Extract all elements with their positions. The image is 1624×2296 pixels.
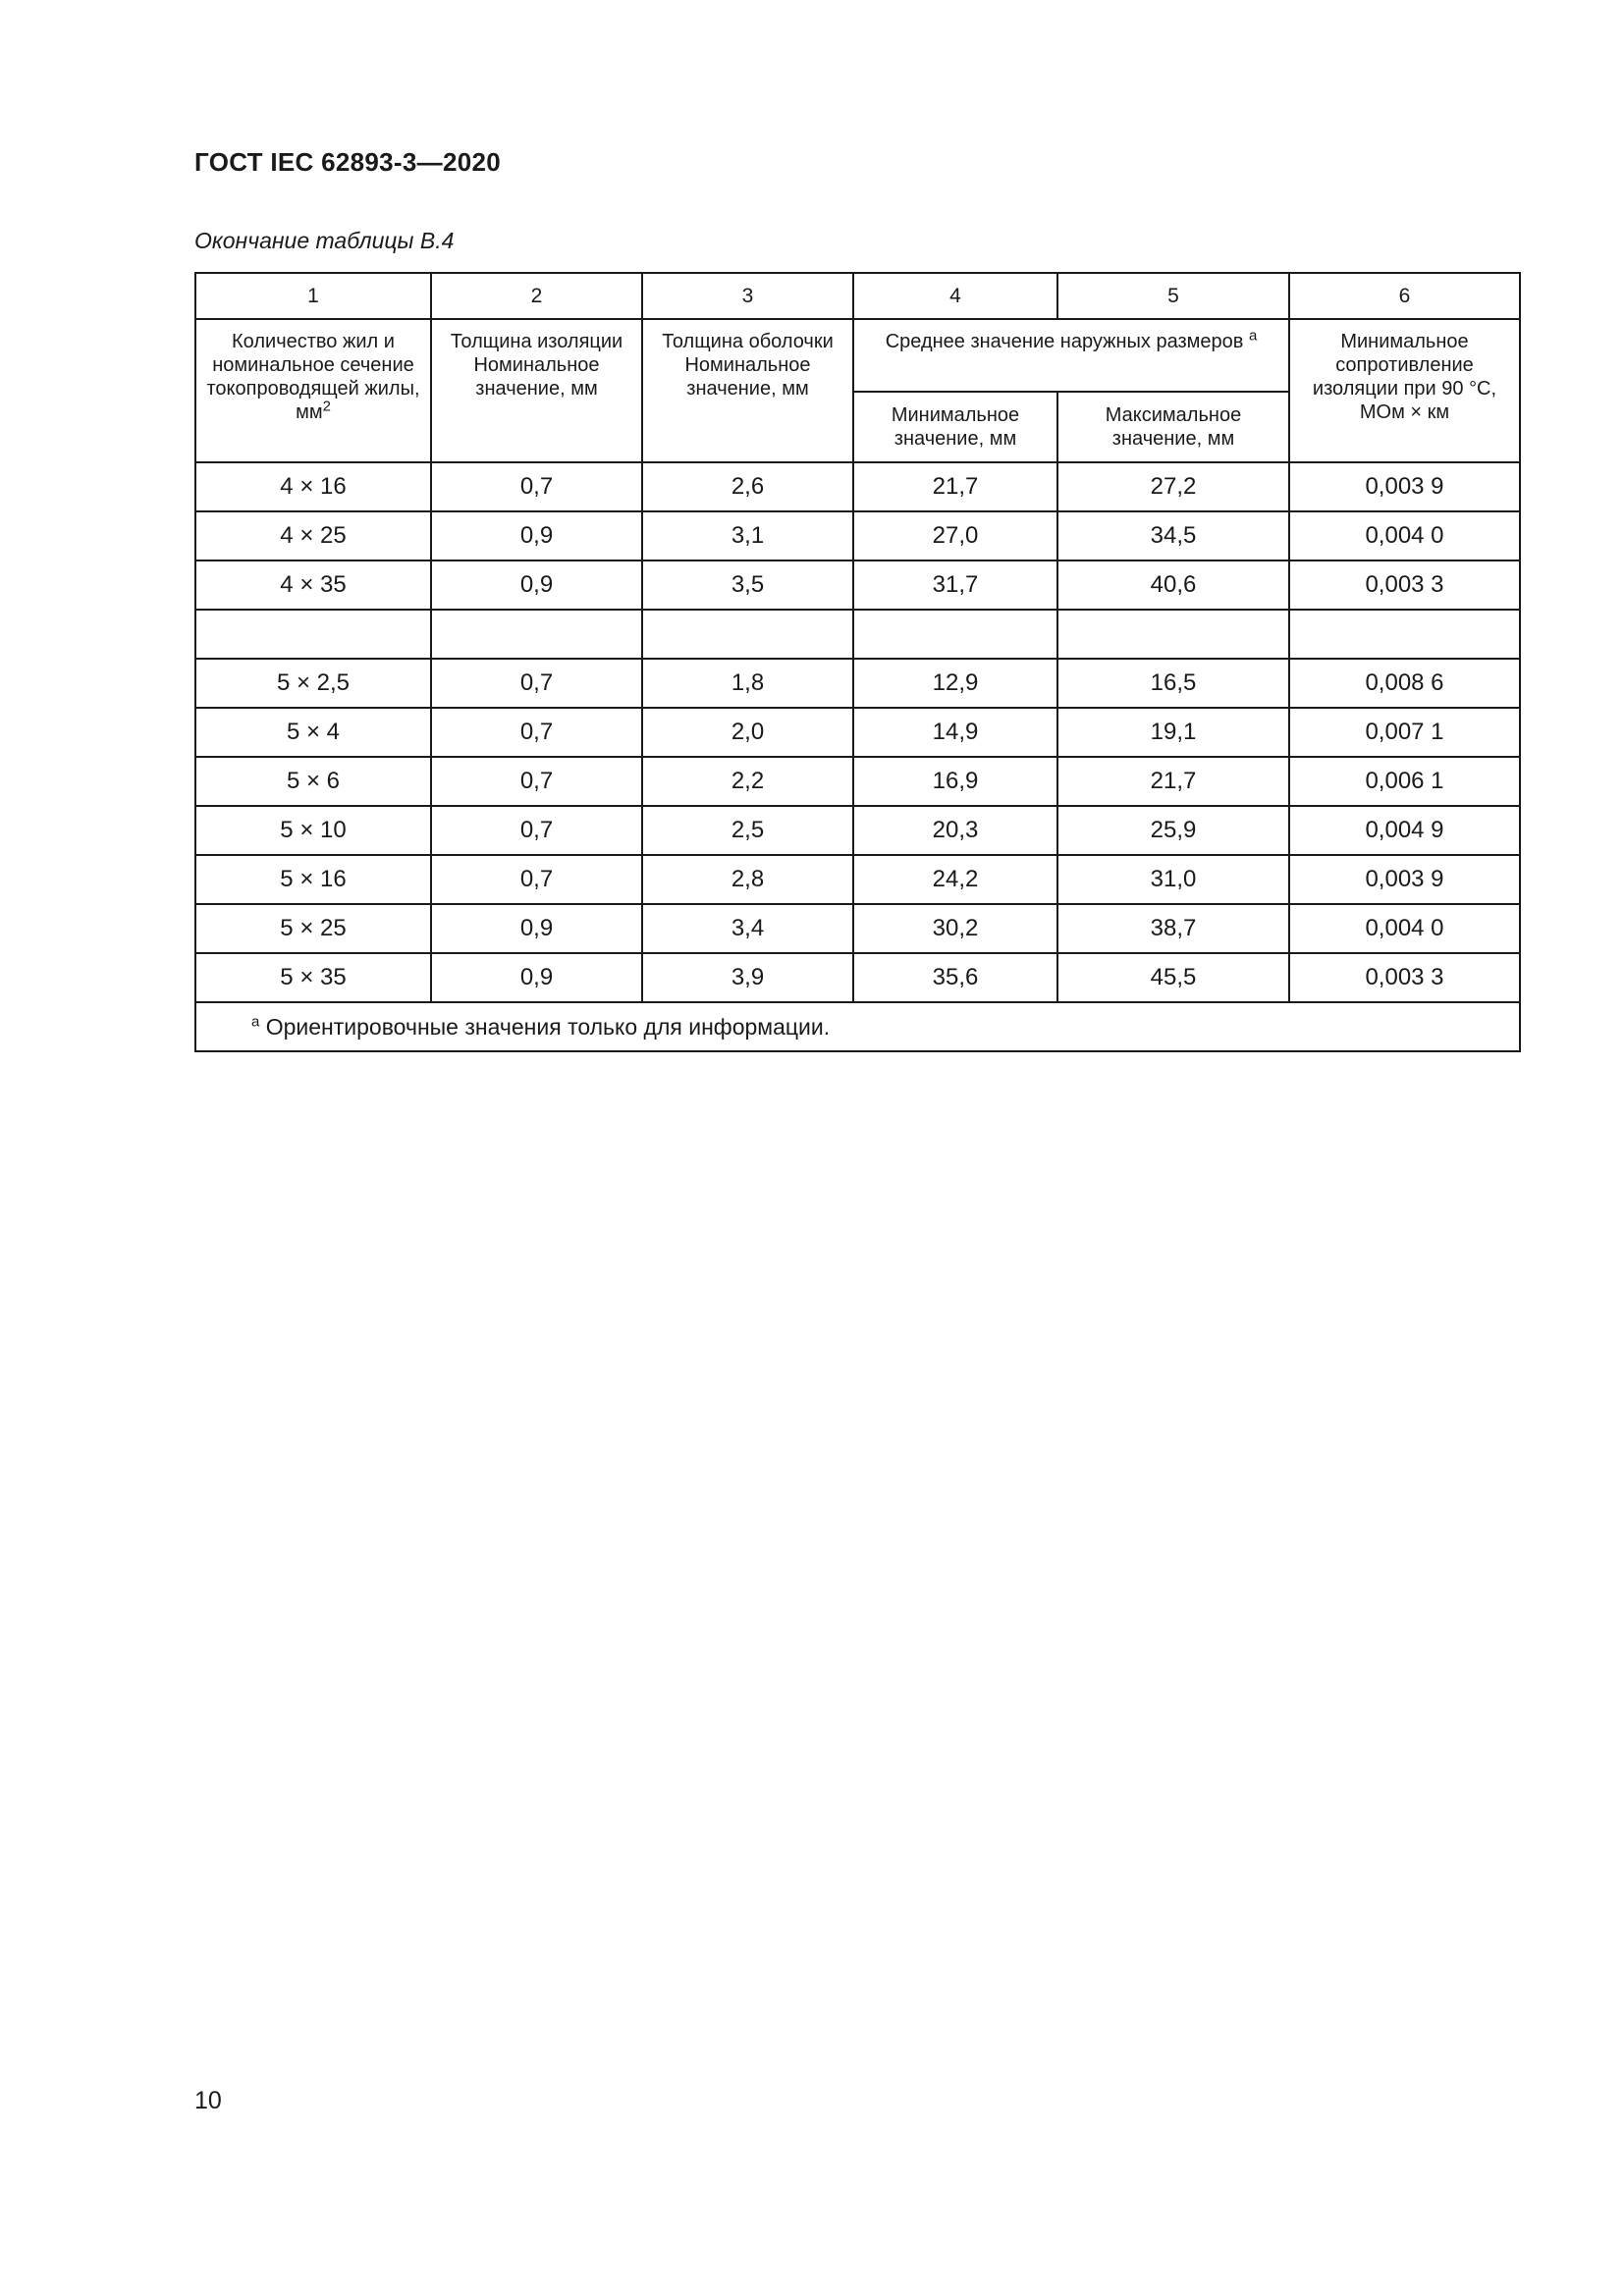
table-cell: 35,6 bbox=[853, 953, 1057, 1002]
table-cell: 4 × 35 bbox=[195, 561, 431, 610]
table-cell: 27,0 bbox=[853, 511, 1057, 561]
table-cell: 0,003 3 bbox=[1289, 561, 1520, 610]
table-cell: 16,9 bbox=[853, 757, 1057, 806]
header-row bbox=[195, 319, 1520, 392]
column-number: 1 bbox=[195, 273, 431, 319]
table-cell: 3,9 bbox=[642, 953, 853, 1002]
table-cell: 0,9 bbox=[431, 953, 642, 1002]
table-cell: 20,3 bbox=[853, 806, 1057, 855]
table-cell: 34,5 bbox=[1057, 511, 1289, 561]
table-cell: 2,6 bbox=[642, 462, 853, 511]
table-cell: 5 × 35 bbox=[195, 953, 431, 1002]
table-cell: 0,9 bbox=[431, 904, 642, 953]
footnote-mark: а bbox=[251, 1012, 260, 1030]
table-cell: 0,003 9 bbox=[1289, 855, 1520, 904]
table-cell: 24,2 bbox=[853, 855, 1057, 904]
table-cell: 5 × 10 bbox=[195, 806, 431, 855]
header-cores-section bbox=[195, 319, 431, 462]
table-cell: 0,007 1 bbox=[1289, 708, 1520, 757]
table-cell: 2,8 bbox=[642, 855, 853, 904]
footnote-row bbox=[195, 1002, 1520, 1051]
table-cell: 5 × 16 bbox=[195, 855, 431, 904]
table-cell bbox=[1289, 610, 1520, 659]
table-cell: 40,6 bbox=[1057, 561, 1289, 610]
header-text: Среднее значение наружных размеров bbox=[885, 331, 1244, 352]
column-number: 4 bbox=[853, 273, 1057, 319]
table-row bbox=[195, 806, 1520, 855]
table-cell: 0,003 3 bbox=[1289, 953, 1520, 1002]
table-cell: 0,008 6 bbox=[1289, 659, 1520, 708]
table-row bbox=[195, 757, 1520, 806]
table-row bbox=[195, 904, 1520, 953]
table-cell: 25,9 bbox=[1057, 806, 1289, 855]
table-cell: 14,9 bbox=[853, 708, 1057, 757]
table-cell: 3,1 bbox=[642, 511, 853, 561]
table-cell: 3,5 bbox=[642, 561, 853, 610]
table-body bbox=[195, 462, 1520, 1002]
column-number-row bbox=[195, 273, 1520, 319]
table-cell: 27,2 bbox=[1057, 462, 1289, 511]
table-cell: 0,7 bbox=[431, 855, 642, 904]
table-row bbox=[195, 855, 1520, 904]
table-cell: 0,9 bbox=[431, 561, 642, 610]
footnote-text: Ориентировочные значения только для информации. bbox=[265, 1013, 831, 1040]
table-row bbox=[195, 561, 1520, 610]
column-number: 6 bbox=[1289, 273, 1520, 319]
table-cell: 0,7 bbox=[431, 757, 642, 806]
table-cell: 30,2 bbox=[853, 904, 1057, 953]
header-insulation-resistance: Минимальное сопротивление изоляции при 90 °С, МОм × км bbox=[1289, 319, 1520, 462]
header-outer-dimensions bbox=[853, 319, 1289, 392]
footnote-reference: а bbox=[1248, 327, 1258, 345]
table-caption: Окончание таблицы В.4 bbox=[194, 228, 455, 253]
table-cell: 0,003 9 bbox=[1289, 462, 1520, 511]
table-row bbox=[195, 511, 1520, 561]
table-cell: 5 × 4 bbox=[195, 708, 431, 757]
header-sheath-thickness: Толщина оболочки Номинальное значение, мм bbox=[642, 319, 853, 462]
table-row bbox=[195, 659, 1520, 708]
table-cell: 0,7 bbox=[431, 659, 642, 708]
table-cell: 3,4 bbox=[642, 904, 853, 953]
table-cell: 0,7 bbox=[431, 708, 642, 757]
table-cell: 0,7 bbox=[431, 806, 642, 855]
data-table-container bbox=[194, 272, 1519, 1052]
table-cell bbox=[195, 610, 431, 659]
table-cell: 31,7 bbox=[853, 561, 1057, 610]
table-cell: 16,5 bbox=[1057, 659, 1289, 708]
document-header: ГОСТ IEC 62893-3—2020 bbox=[194, 147, 501, 177]
page-number: 10 bbox=[194, 2087, 222, 2114]
data-table bbox=[194, 272, 1521, 1052]
table-row bbox=[195, 953, 1520, 1002]
table-cell bbox=[642, 610, 853, 659]
table-cell: 0,006 1 bbox=[1289, 757, 1520, 806]
header-text: Количество жил и номинальное сечение токопроводящей жилы, мм bbox=[206, 331, 420, 423]
table-cell: 2,0 bbox=[642, 708, 853, 757]
superscript: 2 bbox=[322, 398, 331, 415]
table-cell: 21,7 bbox=[853, 462, 1057, 511]
table-cell: 45,5 bbox=[1057, 953, 1289, 1002]
table-cell: 2,2 bbox=[642, 757, 853, 806]
table-cell: 1,8 bbox=[642, 659, 853, 708]
column-number: 2 bbox=[431, 273, 642, 319]
table-cell: 0,004 9 bbox=[1289, 806, 1520, 855]
footnote-cell bbox=[195, 1002, 1520, 1051]
table-cell: 31,0 bbox=[1057, 855, 1289, 904]
table-cell bbox=[853, 610, 1057, 659]
table-cell: 21,7 bbox=[1057, 757, 1289, 806]
table-cell: 0,9 bbox=[431, 511, 642, 561]
table-row bbox=[195, 462, 1520, 511]
table-cell: 4 × 25 bbox=[195, 511, 431, 561]
table-cell bbox=[431, 610, 642, 659]
table-cell bbox=[1057, 610, 1289, 659]
header-min-value: Минимальное значение, мм bbox=[853, 392, 1057, 462]
header-insulation-thickness: Толщина изоляции Номинальное значение, мм bbox=[431, 319, 642, 462]
table-cell: 0,004 0 bbox=[1289, 904, 1520, 953]
table-cell: 5 × 2,5 bbox=[195, 659, 431, 708]
table-cell: 5 × 6 bbox=[195, 757, 431, 806]
table-row bbox=[195, 610, 1520, 659]
table-cell: 2,5 bbox=[642, 806, 853, 855]
table-cell: 0,7 bbox=[431, 462, 642, 511]
table-row bbox=[195, 708, 1520, 757]
table-cell: 38,7 bbox=[1057, 904, 1289, 953]
table-cell: 0,004 0 bbox=[1289, 511, 1520, 561]
table-cell: 4 × 16 bbox=[195, 462, 431, 511]
column-number: 3 bbox=[642, 273, 853, 319]
table-cell: 5 × 25 bbox=[195, 904, 431, 953]
column-number: 5 bbox=[1057, 273, 1289, 319]
table-cell: 12,9 bbox=[853, 659, 1057, 708]
header-max-value: Максимальное значение, мм bbox=[1057, 392, 1289, 462]
table-cell: 19,1 bbox=[1057, 708, 1289, 757]
